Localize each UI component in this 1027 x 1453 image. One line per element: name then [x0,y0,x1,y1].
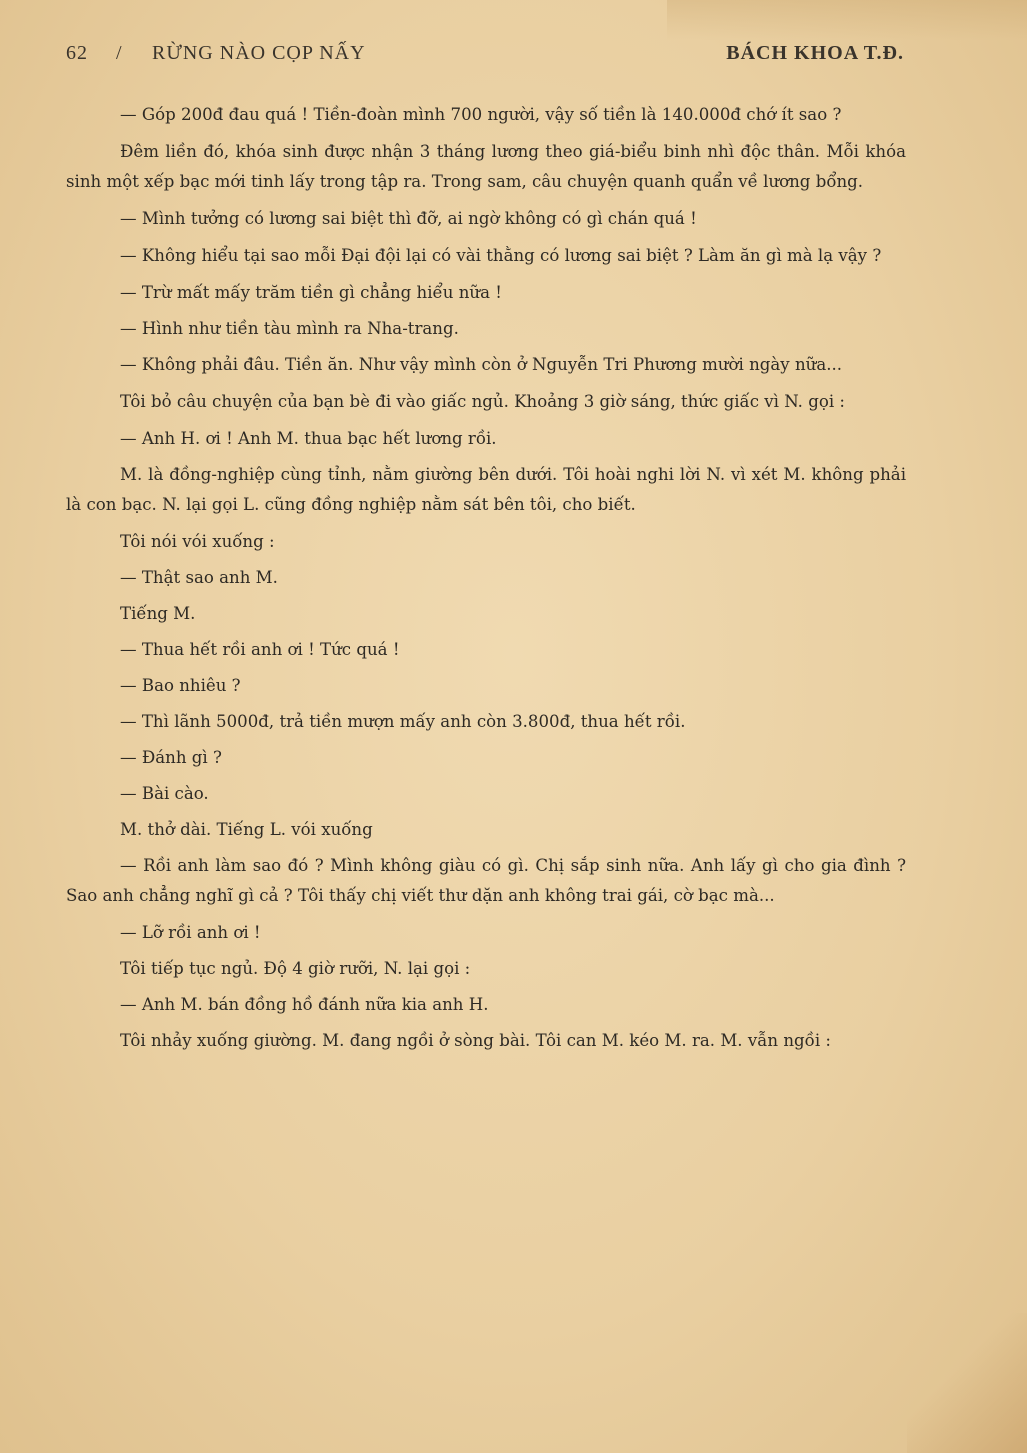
paragraph: M. là đồng-nghiệp cùng tỉnh, nằm giường bên dưới. Tôi hoài nghi lời N. vì xét M. không phải là con bạc. N. lại gọi L. cũng đồng nghiệp nằm sát bên tôi, cho biết. [66,465,906,514]
paper-stain-top [667,0,1027,40]
paragraph: Đêm liền đó, khóa sinh được nhận 3 tháng lương theo giá-biểu binh nhì độc thân. Mỗi khóa sinh một xếp bạc mới tinh lấy trong tập ra. Trong sam, câu chuyện quanh quẩn về lương bổng. [66,142,906,191]
paragraph: Tôi tiếp tục ngủ. Độ 4 giờ rưỡi, N. lại gọi : [120,959,471,978]
paragraph: — Bài cào. [120,784,209,803]
header-separator: / [116,42,123,64]
paragraph: Tôi bỏ câu chuyện của bạn bè đi vào giấc ngủ. Khoảng 3 giờ sáng, thức giấc vì N. gọi : [120,392,846,411]
body-text [66,100,906,1063]
paragraph: — Hình như tiền tàu mình ra Nha-trang. [120,319,459,338]
paper-stain-corner [907,1313,1027,1453]
paragraph: — Trừ mất mấy trăm tiền gì chẳng hiểu nữa ! [120,283,502,302]
paragraph: — Thua hết rồi anh ơi ! Tức quá ! [120,640,400,659]
paragraph: Tôi nói vói xuống : [120,532,275,551]
paragraph: M. thở dài. Tiếng L. vói xuống [120,820,373,839]
paragraph: — Không phải đâu. Tiền ăn. Như vậy mình còn ở Nguyễn Tri Phương mười ngày nữa... [120,355,843,374]
running-header [66,42,904,76]
paragraph: — Anh M. bán đồng hồ đánh nữa kia anh H. [120,995,489,1014]
paragraph: — Mình tưởng có lương sai biệt thì đỡ, ai ngờ không có gì chán quá ! [120,209,697,228]
paragraph: — Rồi anh làm sao đó ? Mình không giàu có gì. Chị sắp sinh nữa. Anh lấy gì cho gia đình ? Sao anh chẳng nghĩ gì cả ? Tôi thấy chị viết thư dặn anh không trai gái, cờ bạc mà... [66,856,906,905]
page-number: 62 [66,42,88,64]
paragraph: — Anh H. ơi ! Anh M. thua bạc hết lương rồi. [120,429,497,448]
paragraph: — Bao nhiêu ? [120,676,241,695]
paragraph: — Lỡ rồi anh ơi ! [120,923,261,942]
paragraph: — Thì lãnh 5000đ, trả tiền mượn mấy anh còn 3.800đ, thua hết rồi. [120,712,686,731]
magazine-title: BÁCH KHOA T.Đ. [726,42,904,64]
paragraph: — Thật sao anh M. [120,568,278,587]
paragraph: — Góp 200đ đau quá ! Tiền-đoàn mình 700 người, vậy số tiền là 140.000đ chớ ít sao ? [120,105,842,124]
paragraph: — Đánh gì ? [120,748,222,767]
paragraph: Tôi nhảy xuống giường. M. đang ngồi ở sòng bài. Tôi can M. kéo M. ra. M. vẫn ngồi : [120,1031,831,1050]
paragraph: — Không hiểu tại sao mỗi Đại đội lại có vài thằng có lương sai biệt ? Làm ăn gì mà lạ vậy ? [120,246,882,265]
paragraph: Tiếng M. [120,604,196,623]
book-title: RỪNG NÀO CỌP NẤY [152,42,366,64]
